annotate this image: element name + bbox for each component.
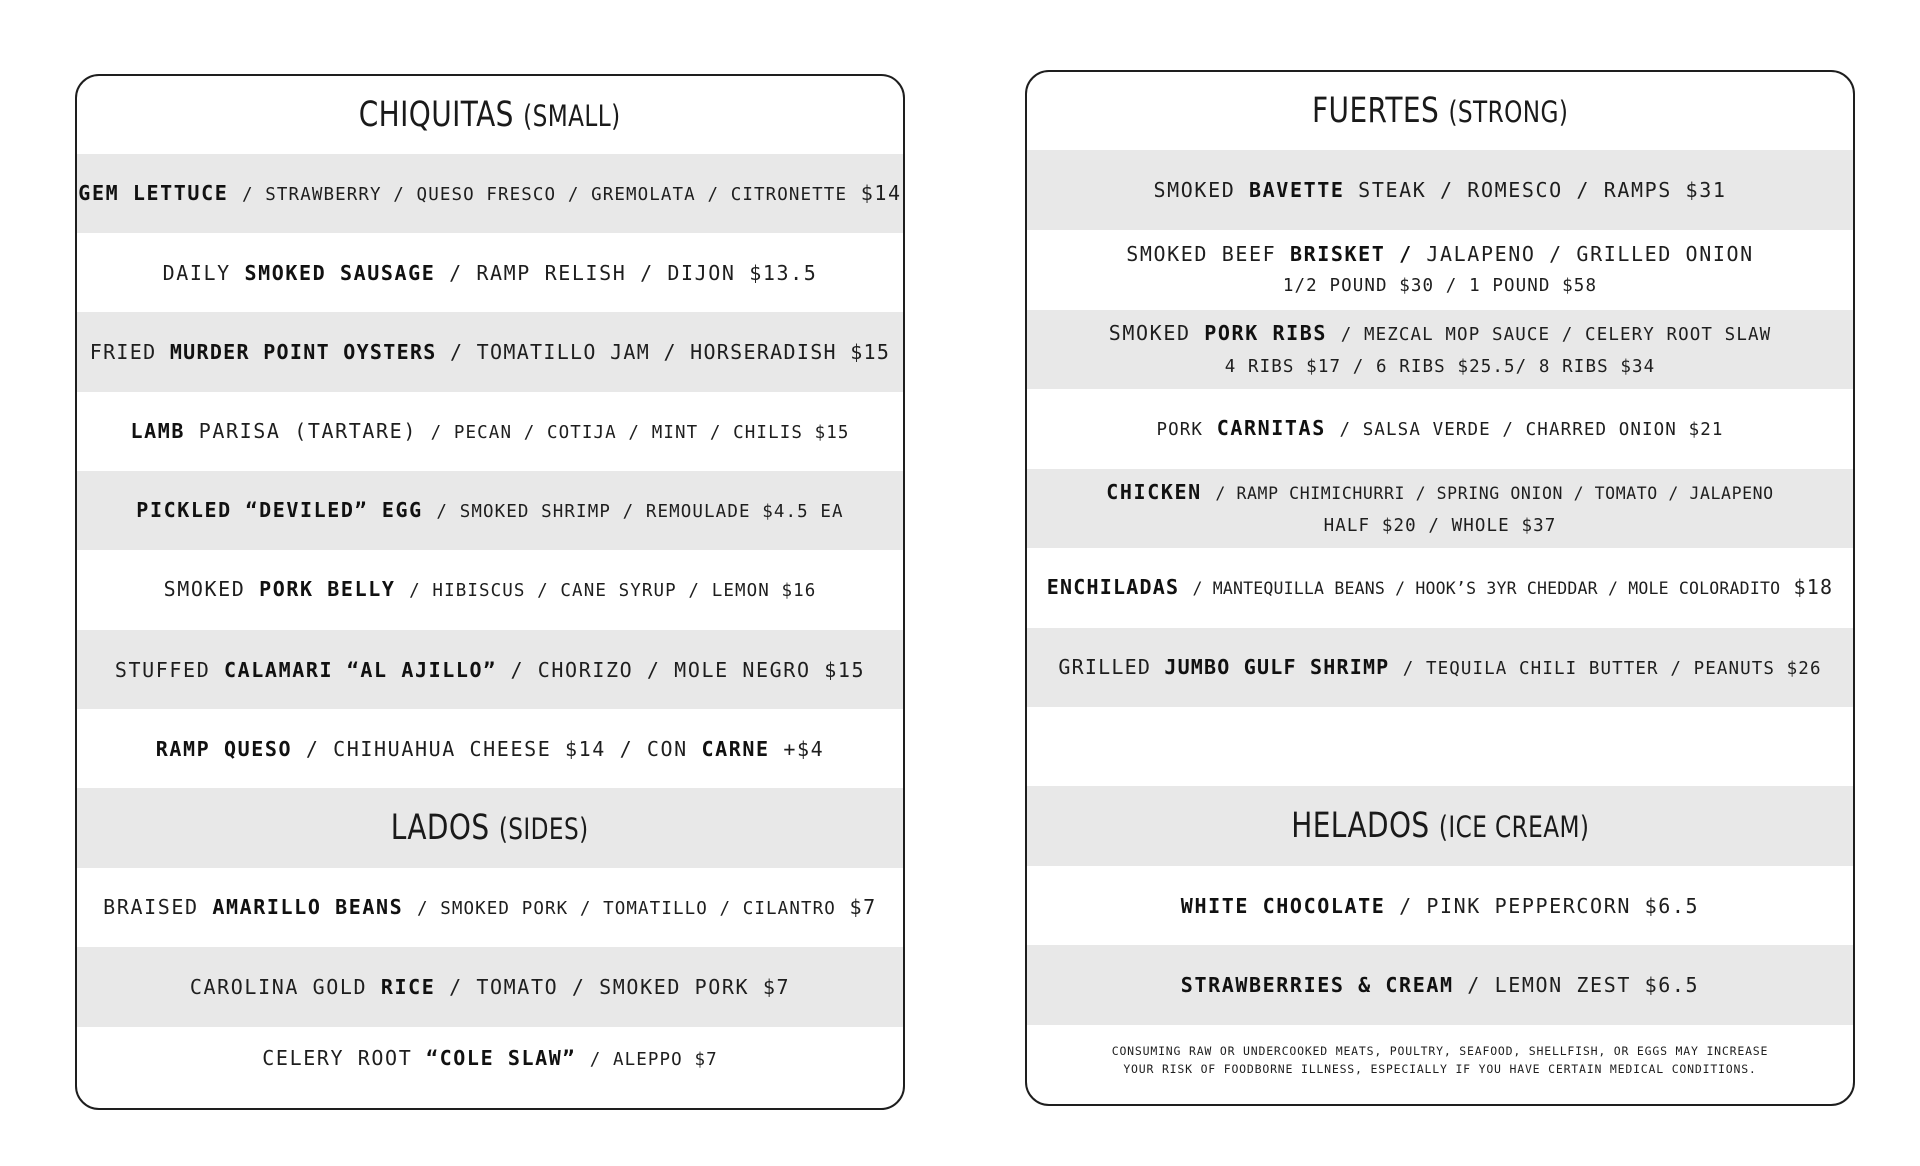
- menu-item: STUFFED CALAMARI “AL AJILLO” / CHORIZO / MOLE NEGRO $15: [77, 630, 903, 709]
- menu-card-right: [1025, 70, 1855, 1106]
- menu-item: DAILY SMOKED SAUSAGE / RAMP RELISH / DIJON $13.5: [162, 260, 818, 285]
- menu-item: PORK CARNITAS / SALSA VERDE / CHARRED ONION $21: [1156, 416, 1724, 440]
- menu-item: STRAWBERRIES & CREAM / LEMON ZEST $6.5: [1027, 945, 1853, 1025]
- section-title: LADOS (SIDES): [391, 808, 589, 848]
- menu-item: GEM LETTUCE / STRAWBERRY / QUESO FRESCO / GREMOLATA / CITRONETTE $14: [77, 154, 903, 233]
- menu-item: WHITE CHOCOLATE / PINK PEPPERCORN $6.5: [1180, 893, 1700, 918]
- section-title: HELADOS (ICE CREAM): [1290, 806, 1590, 846]
- section-header-lados: [77, 788, 903, 868]
- menu-card-left: [75, 74, 905, 1110]
- section-header-chiquitas: [77, 76, 903, 154]
- section-header-helados: [1027, 786, 1853, 866]
- menu-item: FRIED MURDER POINT OYSTERS / TOMATILLO JAM / HORSERADISH $15: [77, 312, 903, 392]
- disclaimer: CONSUMING RAW OR UNDERCOOKED MEATS, POULTRY, SEAFOOD, SHELLFISH, OR EGGS MAY INCREASE YOUR RISK OF FOODBORNE ILLNESS, ESPECIALLY IF YOU HAVE CERTAIN MEDICAL CONDITIONS.: [1111, 1043, 1769, 1076]
- menu-item: CELERY ROOT “COLE SLAW” / ALEPPO $7: [262, 1045, 718, 1070]
- menu-item: GRILLED JUMBO GULF SHRIMP / TEQUILA CHILI BUTTER / PEANUTS $26: [1027, 628, 1853, 707]
- menu-item: CHICKEN / RAMP CHIMICHURRI / SPRING ONION / TOMATO / JALAPENO HALF $20 / WHOLE $37: [1027, 469, 1853, 548]
- menu-item: BRAISED AMARILLO BEANS / SMOKED PORK / TOMATILLO / CILANTRO $7: [103, 894, 877, 919]
- menu-item: SMOKED PORK BELLY / HIBISCUS / CANE SYRUP / LEMON $16: [163, 577, 817, 601]
- section-title: CHIQUITAS (SMALL): [359, 95, 621, 135]
- menu-item: LAMB PARISA (TARTARE) / PECAN / COTIJA / MINT / CHILIS $15: [130, 418, 850, 443]
- menu-item: RAMP QUESO / CHIHUAHUA CHEESE $14 / CON CARNE +$4: [155, 736, 825, 761]
- section-header-fuertes: [1027, 72, 1853, 150]
- menu-item: ENCHILADAS / MANTEQUILLA BEANS / HOOK’S 3YR CHEDDAR / MOLE COLORADITO $18: [1046, 575, 1834, 599]
- section-title: FUERTES (STRONG): [1311, 91, 1569, 131]
- menu-item: CAROLINA GOLD RICE / TOMATO / SMOKED PORK $7: [77, 947, 903, 1027]
- menu-item: SMOKED BEEF BRISKET / JALAPENO / GRILLED ONION 1/2 POUND $30 / 1 POUND $58: [1126, 242, 1754, 296]
- menu-item: SMOKED BAVETTE STEAK / ROMESCO / RAMPS $31: [1027, 150, 1853, 230]
- menu-item: SMOKED PORK RIBS / MEZCAL MOP SAUCE / CELERY ROOT SLAW 4 RIBS $17 / 6 RIBS $25.5/ 8 RIBS $34: [1027, 310, 1853, 389]
- menu-item: PICKLED “DEVILED” EGG / SMOKED SHRIMP / REMOULADE $4.5 EA: [77, 471, 903, 550]
